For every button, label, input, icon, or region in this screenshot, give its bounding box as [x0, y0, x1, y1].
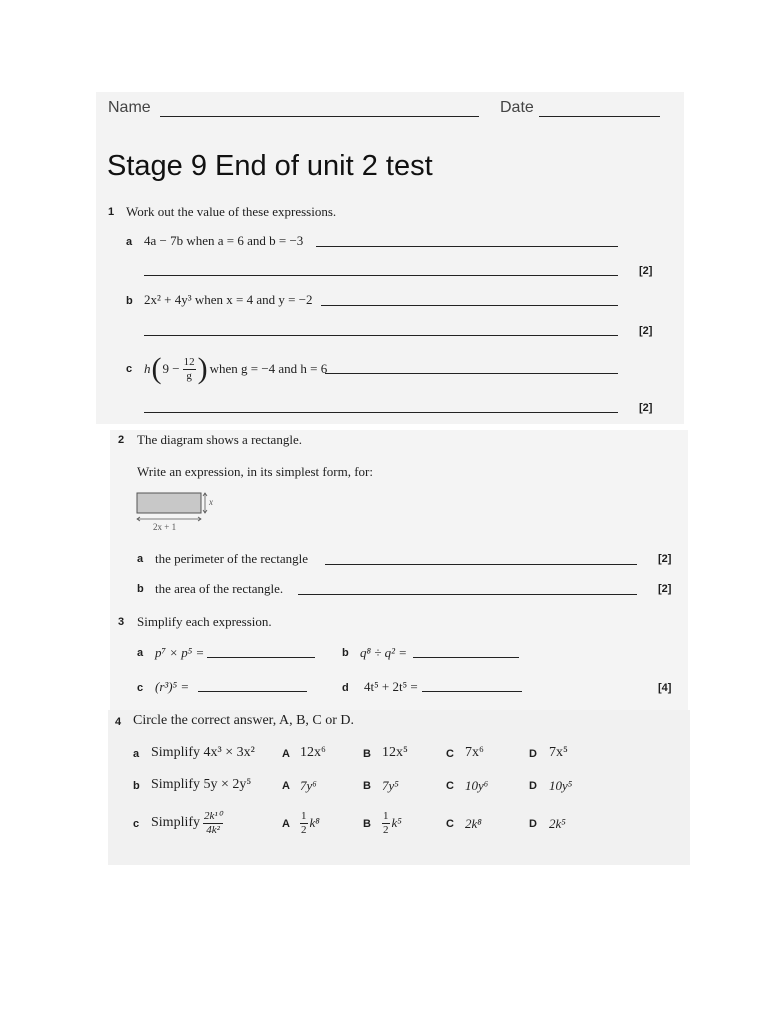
page-title: Stage 9 End of unit 2 test: [107, 150, 433, 182]
q1c-expression: [144, 352, 327, 386]
q4c-option-letter: A: [282, 818, 290, 830]
q2b-marks: [2]: [658, 583, 672, 595]
q2a-answer-line[interactable]: [325, 564, 637, 565]
q2a-marks: [2]: [658, 553, 672, 565]
q4a-option-A[interactable]: 12x⁶: [300, 745, 326, 760]
q3d-label: d: [342, 682, 349, 694]
q4c-option-B[interactable]: [382, 806, 402, 840]
q4c-option-letter: D: [529, 818, 537, 830]
q4b-option-letter: B: [363, 780, 371, 792]
q4b-option-B[interactable]: 7y⁵: [382, 778, 399, 793]
q3d-expression: 4t⁵ + 2t⁵ =: [364, 679, 418, 694]
q2-prompt: The diagram shows a rectangle.: [137, 432, 302, 447]
q4-number: 4: [115, 716, 122, 728]
q1a-marks: [2]: [639, 265, 653, 277]
right-paren: ): [197, 352, 208, 385]
q1a-expression: 4a − 7b when a = 6 and b = −3: [144, 233, 304, 248]
q4c-simplify: Simplify: [151, 815, 201, 830]
name-label: Name: [108, 99, 151, 116]
q4a-option-letter: B: [363, 748, 371, 760]
q1b-answer-line-1[interactable]: [321, 305, 618, 306]
q4c-option-A[interactable]: [300, 806, 320, 840]
q4a-question: Simplify 4x³ × 3x²: [151, 745, 255, 760]
q4c-option-A-den: 2: [301, 823, 307, 836]
q3a-answer-line[interactable]: [207, 657, 315, 658]
q4c-fraction: [203, 811, 223, 836]
q4a-option-letter: D: [529, 748, 537, 760]
q1c-frac-num: 12: [183, 355, 195, 368]
q1c-condition: when g = −4 and h = 6: [209, 361, 328, 376]
q1a-label: a: [126, 236, 133, 248]
name-answer-line[interactable]: [160, 116, 479, 117]
q1b-expression: 2x² + 4y³ when x = 4 and y = −2: [144, 292, 313, 307]
q4a-option-B[interactable]: 12x⁵: [382, 745, 408, 760]
q4c-option-A-value: k⁸: [309, 815, 320, 830]
q4c-option-B-value: k⁵: [391, 815, 402, 830]
q4b-option-letter: D: [529, 780, 537, 792]
q1-number: 1: [108, 206, 115, 218]
q3b-answer-line[interactable]: [413, 657, 519, 658]
q2b-label: b: [137, 583, 144, 595]
q4c-option-D[interactable]: 2k⁵: [549, 816, 566, 831]
q4b-option-letter: C: [446, 780, 454, 792]
q4c-option-B-fraction: [382, 811, 390, 836]
q1c-frac-den: g: [186, 369, 192, 382]
q4a-option-C[interactable]: 7x⁶: [465, 745, 484, 760]
q3b-expression: q⁸ ÷ q² =: [360, 645, 408, 660]
q4b-question: Simplify 5y × 2y⁵: [151, 777, 252, 792]
q2-instruction: Write an expression, in its simplest form, for:: [137, 464, 373, 479]
q2a-label: a: [137, 553, 144, 565]
q1b-marks: [2]: [639, 325, 653, 337]
q3c-expression: (r³)⁵ =: [155, 679, 190, 694]
q3c-label: c: [137, 682, 144, 694]
q1a-answer-line-1[interactable]: [316, 246, 618, 247]
q4a-label: a: [133, 748, 140, 760]
q1c-label: c: [126, 363, 133, 375]
q3b-label: b: [342, 647, 349, 659]
q3-number: 3: [118, 616, 125, 628]
q1a-answer-line-2[interactable]: [144, 275, 618, 276]
q4c-frac-den: 4k²: [206, 823, 220, 836]
q4-prompt: Circle the correct answer, A, B, C or D.: [133, 713, 355, 728]
q1c-answer-line-2[interactable]: [144, 412, 618, 413]
q2b-answer-line[interactable]: [298, 594, 637, 595]
q4b-option-C[interactable]: 10y⁶: [465, 778, 489, 793]
q4c-option-B-num: 1: [383, 809, 389, 822]
q2b-text: the area of the rectangle.: [155, 581, 284, 596]
q3-prompt: Simplify each expression.: [137, 614, 272, 629]
q4c-option-A-fraction: [300, 811, 308, 836]
q4b-label: b: [133, 780, 140, 792]
q4b-option-D[interactable]: 10y⁵: [549, 778, 573, 793]
left-paren: (: [151, 352, 162, 385]
q4a-option-letter: C: [446, 748, 454, 760]
rectangle-diagram-svg: [134, 490, 219, 535]
q4b-option-letter: A: [282, 780, 290, 792]
q2-number: 2: [118, 434, 125, 446]
q3a-expression: p⁷ × p⁵ =: [155, 645, 205, 660]
date-answer-line[interactable]: [539, 116, 660, 117]
q1c-answer-line-1[interactable]: [325, 373, 618, 374]
q1c-mid: 9 −: [162, 361, 180, 376]
side-label-x: x: [209, 497, 213, 507]
date-label: Date: [500, 99, 534, 116]
q1c-fraction: [183, 357, 196, 382]
rectangle-diagram: [134, 490, 219, 535]
q4c-option-B-den: 2: [383, 823, 389, 836]
q1c-h: h: [144, 361, 151, 376]
q4c-label: c: [133, 818, 140, 830]
q4a-option-letter: A: [282, 748, 290, 760]
q2a-text: the perimeter of the rectangle: [155, 551, 309, 566]
q4b-option-A[interactable]: 7y⁶: [300, 778, 317, 793]
q1c-marks: [2]: [639, 402, 653, 414]
q1-prompt: Work out the value of these expressions.: [126, 204, 337, 219]
q4c-question: [151, 806, 223, 840]
q4c-option-letter: C: [446, 818, 454, 830]
q4c-option-A-num: 1: [301, 809, 307, 822]
q3a-label: a: [137, 647, 144, 659]
q3-marks: [4]: [658, 682, 672, 694]
q1b-label: b: [126, 295, 133, 307]
q1b-answer-line-2[interactable]: [144, 335, 618, 336]
q3d-answer-line[interactable]: [422, 691, 522, 692]
q4a-option-D[interactable]: 7x⁵: [549, 745, 568, 760]
q4c-frac-num: 2k¹⁰: [204, 809, 223, 822]
q4c-option-C[interactable]: 2k⁸: [465, 816, 482, 831]
bottom-label: 2x + 1: [153, 522, 177, 532]
q4c-option-letter: B: [363, 818, 371, 830]
q3c-answer-line[interactable]: [198, 691, 307, 692]
